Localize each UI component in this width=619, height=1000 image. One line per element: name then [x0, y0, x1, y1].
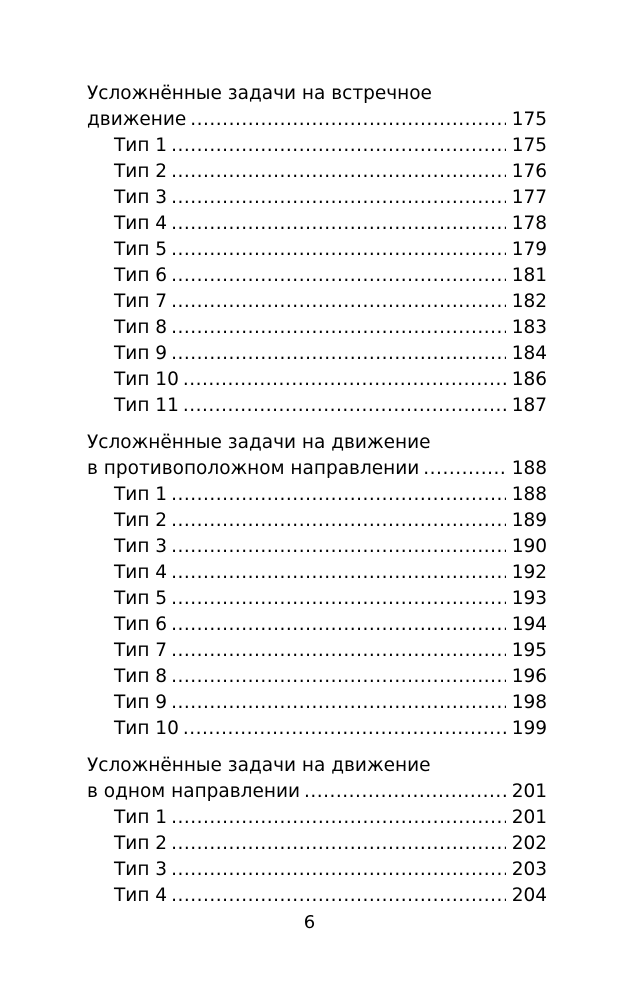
- toc-entry[interactable]: [87, 456, 547, 482]
- page-ref: 182: [511, 291, 547, 312]
- entry-label: Тип 8: [114, 666, 168, 687]
- entry-label: Тип 4: [114, 562, 168, 583]
- toc-entry[interactable]: [87, 664, 547, 690]
- page-ref: 203: [511, 859, 547, 880]
- page-ref: 201: [511, 781, 547, 802]
- entry-label: Тип 3: [114, 187, 168, 208]
- entry-label: Тип 4: [114, 213, 168, 234]
- dot-leader: [171, 133, 506, 159]
- page-ref: 177: [511, 187, 547, 208]
- section-title: Усложнённые задачи на встречное: [87, 83, 432, 104]
- page-ref: 187: [511, 395, 547, 416]
- page-ref: 176: [511, 161, 547, 182]
- dot-leader: [171, 508, 506, 534]
- dot-leader: [171, 263, 506, 289]
- entry-label: Тип 10: [114, 369, 179, 390]
- entry-label: Тип 6: [114, 614, 168, 635]
- entry-label: Тип 5: [114, 588, 168, 609]
- page-ref: 192: [511, 562, 547, 583]
- page-ref: 199: [511, 718, 547, 739]
- entry-label: Тип 6: [114, 265, 168, 286]
- page-ref: 181: [511, 265, 547, 286]
- dot-leader: [183, 716, 506, 742]
- entry-label: Тип 1: [114, 484, 168, 505]
- dot-leader: [171, 831, 506, 857]
- dot-leader: [171, 185, 506, 211]
- entry-label: Тип 7: [114, 640, 168, 661]
- entry-label: Тип 8: [114, 317, 168, 338]
- section-title: Усложнённые задачи на движение: [87, 755, 431, 776]
- dot-leader: [171, 560, 506, 586]
- toc-entry[interactable]: [87, 638, 547, 664]
- toc-entry[interactable]: [87, 393, 547, 419]
- page-ref: 183: [511, 317, 547, 338]
- page-ref: 195: [511, 640, 547, 661]
- page-ref: 204: [511, 885, 547, 906]
- entry-label: Тип 11: [114, 395, 179, 416]
- page-ref: 198: [511, 692, 547, 713]
- toc-entry[interactable]: [87, 185, 547, 211]
- entry-label: Тип 2: [114, 510, 168, 531]
- toc-entry[interactable]: [87, 237, 547, 263]
- dot-leader: [171, 211, 506, 237]
- page-ref: 175: [511, 109, 547, 130]
- entry-label: Тип 5: [114, 239, 168, 260]
- page-ref: 188: [511, 458, 547, 479]
- toc-entry[interactable]: [87, 716, 547, 742]
- dot-leader: [171, 638, 506, 664]
- dot-leader: [171, 341, 506, 367]
- entry-label: Тип 10: [114, 718, 179, 739]
- toc-entry[interactable]: [87, 315, 547, 341]
- toc-entry[interactable]: [87, 133, 547, 159]
- toc-entry[interactable]: [87, 779, 547, 805]
- toc-entry[interactable]: [87, 883, 547, 909]
- toc-section-oncoming-motion: [87, 81, 547, 419]
- page-number: 6: [303, 912, 316, 933]
- page-ref: 196: [511, 666, 547, 687]
- page-ref: 189: [511, 510, 547, 531]
- toc-section-opposite-direction: [87, 430, 547, 742]
- page-ref: 179: [511, 239, 547, 260]
- dot-leader: [171, 482, 506, 508]
- dot-leader: [171, 237, 506, 263]
- entry-label: Тип 1: [114, 135, 168, 156]
- toc-entry[interactable]: [87, 159, 547, 185]
- entry-label: Тип 9: [114, 692, 168, 713]
- dot-leader: [183, 367, 506, 393]
- page-ref: 178: [511, 213, 547, 234]
- toc-section-same-direction: [87, 753, 547, 909]
- toc-entry[interactable]: [87, 211, 547, 237]
- dot-leader: [190, 107, 505, 133]
- page-ref: 175: [511, 135, 547, 156]
- toc-entry[interactable]: [87, 857, 547, 883]
- page-ref: 186: [511, 369, 547, 390]
- toc-entry[interactable]: [87, 482, 547, 508]
- page-ref: 194: [511, 614, 547, 635]
- dot-leader: [171, 690, 506, 716]
- toc-entry[interactable]: [87, 690, 547, 716]
- dot-leader: [171, 857, 506, 883]
- entry-label: Тип 1: [114, 807, 168, 828]
- dot-leader: [171, 612, 506, 638]
- entry-label: Тип 7: [114, 291, 168, 312]
- toc-entry[interactable]: [87, 508, 547, 534]
- toc-entry[interactable]: [87, 341, 547, 367]
- entry-label: Тип 3: [114, 859, 168, 880]
- table-of-contents: [87, 81, 547, 909]
- toc-entry[interactable]: [87, 805, 547, 831]
- page-ref: 190: [511, 536, 547, 557]
- entry-label: движение: [87, 109, 187, 130]
- dot-leader: [171, 586, 506, 612]
- dot-leader: [171, 805, 506, 831]
- dot-leader: [171, 315, 506, 341]
- entry-label: Тип 9: [114, 343, 168, 364]
- entry-label: Тип 2: [114, 161, 168, 182]
- toc-entry[interactable]: [87, 534, 547, 560]
- dot-leader: [183, 393, 506, 419]
- entry-label: Тип 2: [114, 833, 168, 854]
- dot-leader: [423, 456, 505, 482]
- dot-leader: [171, 289, 506, 315]
- entry-label: в противоположном направлении: [87, 458, 420, 479]
- toc-entry[interactable]: [87, 612, 547, 638]
- dot-leader: [304, 779, 506, 805]
- toc-entry[interactable]: [87, 367, 547, 393]
- page-ref: 201: [511, 807, 547, 828]
- page-ref: 193: [511, 588, 547, 609]
- page-ref: 188: [511, 484, 547, 505]
- dot-leader: [171, 159, 506, 185]
- entry-label: в одном направлении: [87, 781, 301, 802]
- entry-label: Тип 4: [114, 885, 168, 906]
- toc-entry[interactable]: [87, 263, 547, 289]
- dot-leader: [171, 664, 506, 690]
- toc-entry[interactable]: [87, 831, 547, 857]
- entry-label: Тип 3: [114, 536, 168, 557]
- toc-entry[interactable]: [87, 107, 547, 133]
- toc-entry[interactable]: [87, 560, 547, 586]
- dot-leader: [171, 883, 506, 909]
- section-title: Усложнённые задачи на движение: [87, 432, 431, 453]
- toc-entry[interactable]: [87, 289, 547, 315]
- page-ref: 202: [511, 833, 547, 854]
- page-ref: 184: [511, 343, 547, 364]
- toc-entry[interactable]: [87, 586, 547, 612]
- dot-leader: [171, 534, 506, 560]
